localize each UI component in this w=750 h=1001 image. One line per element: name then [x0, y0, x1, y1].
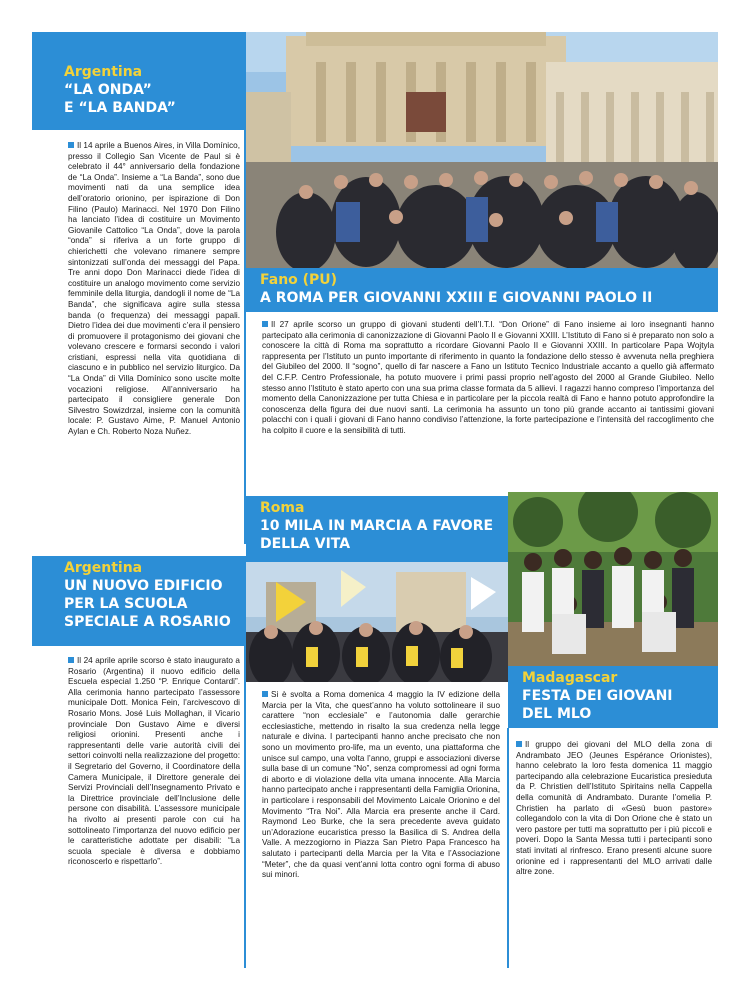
article-body: Il 14 aprile a Buenos Aires, in Villa Domínico, presso il Collegio San Vicente de Paul si è celebrato il 44° anniversario della fondazione de “La Onda”. Insieme a “La Banda”, sono due movimenti nati da una semplice idea dell’oratorio orionino, per ispirazione di Don Filino (Paulo) Marinacci. Nel 1970 Don Filino ha lanciato l’idea di costituire un Movimento Giovanile Cattolico “La Onda”, dove la parola “onda” si riferiva a un forte gruppo di chierichetti che volevano rimanere sempre sintonizzati sull’onda dei messaggi del Papa. Tre anni dopo Don Marinacci diede l’idea di costituire un analogo movimento come servizio femminile della liturgia, dandogli il nome de “La Banda”, che significava agire sulla stessa banda (o frequenza) dei messaggi papali. Dietro l’idea dei due movimenti c’era il pensiero di promuovere il protagonismo dei giovani che volevano crescere e formarsi secondo i valori cristiani, espressi nella vita quotidiana di ciascuno e in pubblico nel servizio liturgico. Da “La Onda” di Villa Domínico sono uscite molte vocazioni religiose. All’anniversario ha partecipato il consigliere generale Don Silvestro Sowizdrzal, insieme con la comunità locale: P. Gustavo Aime, P. Manuel Antonio Aylan e Ch. Roberto Noza Nuñez. [68, 141, 240, 437]
article-body: Si è svolta a Roma domenica 4 maggio la IV edizione della Marcia per la Vita, che quest’anno ha voluto sottolineare il suo carattere “non ecclesiale” e l’autonomia dalle gerarchie ecclesiastiche, mettendo in risalto la sua credenza nella legge naturale e divina. I partecipanti hanno anche precisato che non sono un movimento pro-life, ma un evento, una piattaforma che unisce sul campo, una volta l’anno, gruppi e associazioni diverse sulla base di un comune “No”, senza compromessi ad ogni forma di aborto e di violazione della vita umana innocente. Alla Marcia hanno partecipato anche i rappresentanti della Famiglia Orionina, in particolare i responsabili del Movimento Laicale Orionino e del Movimento “Tra Noi”. Alla Marcia era presente anche il Card. Raymond Leo Burke, che la sera precedente aveva guidato un’Adorazione eucaristica presso la Basilica di S. Andrea della Valle. A mezzogiorno in Piazza San Pietro Papa Francesco ha salutato i partecipanti della Marcia per la Vita e l’Associazione “Meter”, che da quasi vent’anni lotta contro ogni forma di abuso sui minori. [262, 690, 500, 880]
header-roma [246, 496, 508, 562]
article-rosario [68, 656, 240, 868]
location-label: Madagascar [522, 670, 618, 686]
location-label: Argentina [64, 560, 143, 576]
article-roma [262, 690, 500, 881]
photo-st-peters-square-group [246, 32, 718, 268]
header-rosario [32, 556, 246, 646]
article-madagascar [516, 740, 712, 878]
bullet-square-icon [262, 691, 268, 697]
header-madagascar [508, 666, 718, 728]
bullet-square-icon [68, 657, 74, 663]
header-fano [246, 268, 718, 312]
article-fano [262, 320, 714, 437]
bullet-square-icon [262, 321, 268, 327]
article-body: Il gruppo dei giovani del MLO della zona di Andrambato JEO (Jeunes Espérance Orionistes), hanno celebrato la loro festa domenica 11 maggio partecipando alla celebrazione Eucaristica presieduta da P. Christien dell’Istituto Spiritains nella Cappella della comunità di Andrambato. Durante l’omelia P. Christien ha parlato di «Gesù buon pastore» collegandolo con la vita di Don Orione che è stato un vero pastore per tutti ma soprattutto per i più piccoli e poveri. Dopo la Santa Messa tutti i partecipanti sono stati invitati al rinfresco. Erano presenti alcune suore orionine ed i rappresentanti del MLO arrivati dalle altre zone. [516, 740, 712, 877]
bullet-square-icon [68, 142, 74, 148]
location-label: Fano (PU) [260, 272, 338, 288]
article-body: Il 24 aprile aprile scorso è stato inaugurato a Rosario (Argentina) il nuovo edificio della Escuela especial 1.250 “P. Enrique Contardi”. Alla cerimonia hanno partecipato l’assessore municipale Dott. Monica Fein, l’arcivescovo di Rosario Mons. José Luis Mollaghan, il Vicario provinciale Don Gustavo Aime e diversi religiosi orionini. Presenti anche i rappresentanti delle varie autorità civili dei settori coinvolti nella realizzazione del progetto: il Segretario del Governo, il Coordinatore della Camera Municipale, il Direttore generale dei Servizi Provinciali dell’Insegnamento Privato e la Direttrice provinciale dell’Inclusione delle persone con disabilità. L’assessore municipale ha rivolto ai presenti parole con cui ha sottolineato l’importanza del nuovo edificio per le caratteristiche adottate per disabili: “La scuola speciale è diversa e dobbiamo riconoscerlo e rispettarlo”. [68, 656, 240, 867]
photo-madagascar-youth [508, 492, 718, 666]
column-rule [507, 728, 509, 968]
article-title: FESTA DEI GIOVANI DEL MLO [522, 688, 673, 722]
article-title: UN NUOVO EDIFICIO PER LA SCUOLA SPECIALE A ROSARIO [64, 578, 231, 630]
article-body: Il 27 aprile scorso un gruppo di giovani studenti dell’I.T.I. “Don Orione” di Fano insieme ai loro insegnanti hanno partecipato alla cerimonia di canonizzazione di Giovanni Paolo II e Giovanni XXIII. L’Istituto di Fano si è preparato non solo a conoscere la città di Roma ma soprattutto a ricordare Giovanni Paolo II e Giovanni XXIII. In particolare Papa Wojtyla rappresenta per l’Istituto un punto importante di riferimento in quanto la fondazione dello stesso è avvenuta nella preghiera del Giubileo del 2000. Il “sogno”, quello di far nascere a Fano un Istituto Tecnico Industriale accanto a quello già affermato del C.F.P. Centro Professionale, ha potuto muovere i primi passi proprio nell’agosto del 2000 al Grande Giubileo. Nello stesso anno l’Istituto è stato aperto con una sua prima classe formata da 5 allievi. I ragazzi hanno compreso l’importanza del momento della Canonizzazione per tutta Chiesa e in particolare per la piccola realtà di Fano e hanno potuto approfondire la conoscenza della figura dei due nuovi santi. La cerimonia ha assunto un tono più grande accanto ai tantissimi giovani polacchi con i quali i giovani di Fano hanno condiviso l’attenzione, la forte partecipazione e l’intensità del raccoglimento che ha colpito il cuore e la sensibilità di tutti. [262, 320, 714, 435]
article-title: 10 MILA IN MARCIA A FAVORE DELLA VITA [260, 518, 494, 552]
bullet-square-icon [516, 741, 522, 747]
article-title: A ROMA PER GIOVANNI XXIII E GIOVANNI PAOLO II [260, 290, 653, 306]
article-la-onda [68, 141, 240, 438]
article-title: “LA ONDA” E “LA BANDA” [64, 82, 176, 116]
column-rule [244, 646, 246, 968]
photo-march-for-life [246, 562, 508, 682]
location-label: Roma [260, 500, 305, 516]
header-la-onda [32, 32, 246, 130]
location-label: Argentina [64, 64, 143, 80]
